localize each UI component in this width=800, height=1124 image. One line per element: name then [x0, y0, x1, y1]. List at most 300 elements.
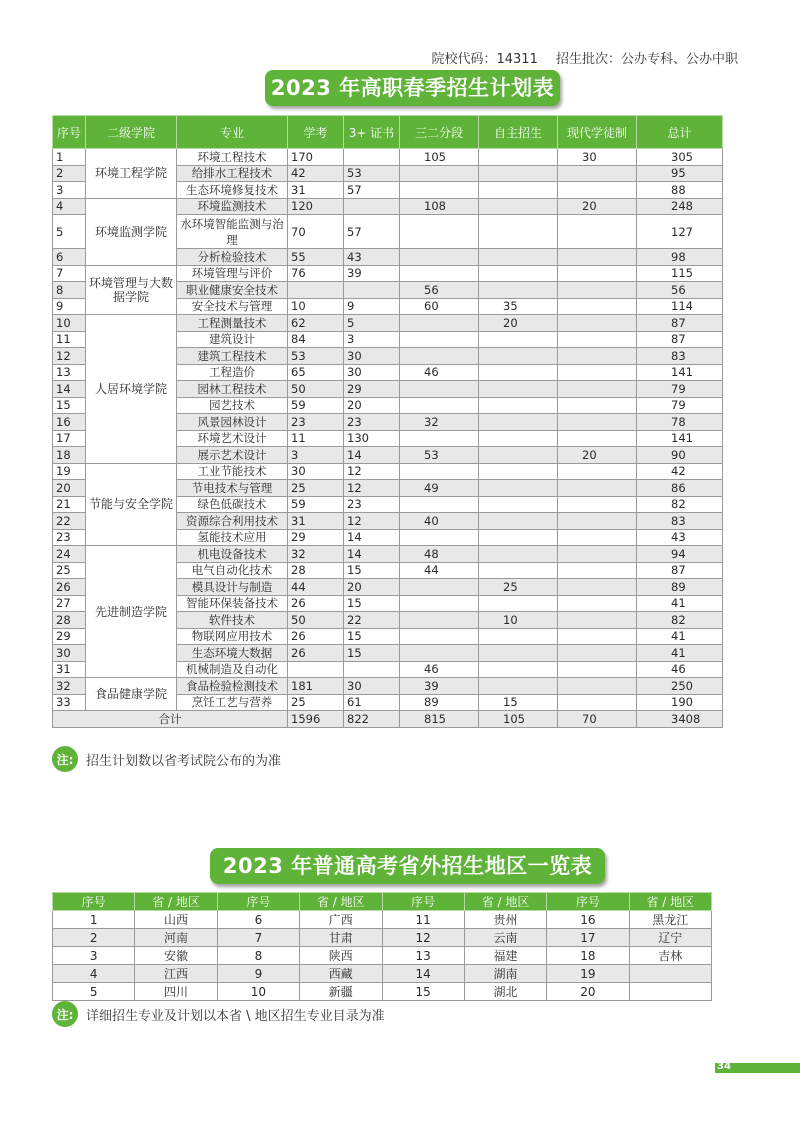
region-number: 13 [382, 947, 464, 965]
region-name: 四川 [135, 983, 217, 1001]
value-total: 41 [637, 628, 723, 645]
row-number: 3 [53, 182, 86, 199]
value-xuekao: 25 [288, 694, 344, 711]
region-name: 辽宁 [629, 929, 711, 947]
value-xuekao: 26 [288, 628, 344, 645]
region-number: 19 [547, 965, 629, 983]
value-apprenticeship [558, 645, 637, 662]
sum-independent: 105 [479, 711, 558, 728]
value-total: 95 [637, 165, 723, 182]
row-number: 14 [53, 381, 86, 398]
value-independent [479, 678, 558, 695]
region-number: 16 [547, 911, 629, 929]
value-total: 79 [637, 397, 723, 414]
table-row [53, 198, 723, 215]
value-total: 82 [637, 612, 723, 629]
region-number: 15 [382, 983, 464, 1001]
row-number: 23 [53, 529, 86, 546]
value-apprenticeship [558, 546, 637, 563]
value-independent: 25 [479, 579, 558, 596]
value-certificate: 14 [344, 529, 400, 546]
region-number: 17 [547, 929, 629, 947]
row-number: 26 [53, 579, 86, 596]
value-apprenticeship [558, 165, 637, 182]
value-xuekao [288, 661, 344, 678]
col-header: 序号 [53, 893, 135, 911]
note-text: 招生计划数以省考试院公布的为准 [86, 753, 282, 769]
row-number: 20 [53, 480, 86, 497]
value-independent: 20 [479, 315, 558, 332]
enrollment-batch: 招生批次：公办专科、公办中职 [555, 52, 738, 67]
value-three-two [400, 215, 479, 249]
row-number: 21 [53, 496, 86, 513]
row-number: 5 [53, 215, 86, 249]
value-three-two: 39 [400, 678, 479, 695]
col-header: 学考 [288, 116, 344, 149]
value-independent [479, 562, 558, 579]
value-xuekao: 62 [288, 315, 344, 332]
value-certificate: 14 [344, 546, 400, 563]
major-name: 软件技术 [177, 612, 288, 629]
row-number: 1 [53, 149, 86, 166]
value-total: 98 [637, 249, 723, 266]
value-certificate: 15 [344, 595, 400, 612]
major-name: 机电设备技术 [177, 546, 288, 563]
value-independent: 15 [479, 694, 558, 711]
major-name: 生态环境大数据 [177, 645, 288, 662]
value-total: 46 [637, 661, 723, 678]
table-row [53, 947, 712, 965]
value-total: 87 [637, 315, 723, 332]
value-total: 41 [637, 595, 723, 612]
major-name: 烹饪工艺与营养 [177, 694, 288, 711]
value-apprenticeship [558, 215, 637, 249]
value-xuekao: 10 [288, 298, 344, 315]
major-name: 环境监测技术 [177, 198, 288, 215]
value-xuekao: 31 [288, 513, 344, 530]
sum-label: 合计 [53, 711, 288, 728]
value-certificate: 53 [344, 165, 400, 182]
value-independent [479, 249, 558, 266]
row-number: 30 [53, 645, 86, 662]
region-number: 4 [53, 965, 135, 983]
value-apprenticeship [558, 513, 637, 530]
table-row [53, 265, 723, 282]
value-xuekao: 76 [288, 265, 344, 282]
sum-three-two: 815 [400, 711, 479, 728]
major-name: 给排水工程技术 [177, 165, 288, 182]
row-number: 18 [53, 447, 86, 464]
value-independent [479, 265, 558, 282]
value-three-two: 46 [400, 364, 479, 381]
sum-certificate: 822 [344, 711, 400, 728]
row-number: 31 [53, 661, 86, 678]
value-total: 127 [637, 215, 723, 249]
value-three-two [400, 628, 479, 645]
value-three-two [400, 265, 479, 282]
col-header: 序号 [382, 893, 464, 911]
col-header: 序号 [53, 116, 86, 149]
value-apprenticeship [558, 397, 637, 414]
college-name: 环境工程学院 [86, 149, 177, 199]
value-independent [479, 595, 558, 612]
value-apprenticeship [558, 579, 637, 596]
value-total: 248 [637, 198, 723, 215]
value-independent [479, 149, 558, 166]
value-independent [479, 182, 558, 199]
row-number: 25 [53, 562, 86, 579]
table-row [53, 315, 723, 332]
value-three-two: 60 [400, 298, 479, 315]
value-total: 250 [637, 678, 723, 695]
value-apprenticeship [558, 678, 637, 695]
value-certificate: 30 [344, 678, 400, 695]
table-row [53, 911, 712, 929]
row-number: 11 [53, 331, 86, 348]
value-total: 82 [637, 496, 723, 513]
value-total: 94 [637, 546, 723, 563]
value-three-two: 48 [400, 546, 479, 563]
table-row [53, 149, 723, 166]
value-xuekao: 25 [288, 480, 344, 497]
value-apprenticeship [558, 496, 637, 513]
region-number: 7 [217, 929, 299, 947]
value-xuekao: 31 [288, 182, 344, 199]
value-certificate: 15 [344, 628, 400, 645]
value-three-two: 44 [400, 562, 479, 579]
region-name: 河南 [135, 929, 217, 947]
table-row [53, 678, 723, 695]
value-xuekao: 70 [288, 215, 344, 249]
value-apprenticeship [558, 282, 637, 299]
major-name: 模具设计与制造 [177, 579, 288, 596]
school-code: 院校代码：14311 [431, 52, 538, 67]
major-name: 职业健康安全技术 [177, 282, 288, 299]
col-header: 省 / 地区 [629, 893, 711, 911]
row-number: 12 [53, 348, 86, 365]
value-apprenticeship [558, 182, 637, 199]
value-xuekao: 59 [288, 397, 344, 414]
value-xuekao: 23 [288, 414, 344, 431]
value-total: 190 [637, 694, 723, 711]
value-xuekao: 65 [288, 364, 344, 381]
major-name: 建筑工程技术 [177, 348, 288, 365]
value-total: 79 [637, 381, 723, 398]
sum-xuekao: 1596 [288, 711, 344, 728]
region-name: 黑龙江 [629, 911, 711, 929]
major-name: 园林工程技术 [177, 381, 288, 398]
major-name: 机械制造及自动化 [177, 661, 288, 678]
region-name [629, 983, 711, 1001]
value-apprenticeship [558, 331, 637, 348]
value-three-two [400, 348, 479, 365]
regions-table [52, 892, 712, 1001]
region-name: 云南 [464, 929, 546, 947]
col-header: 省 / 地区 [300, 893, 382, 911]
value-certificate: 15 [344, 645, 400, 662]
value-xuekao: 3 [288, 447, 344, 464]
major-name: 展示艺术设计 [177, 447, 288, 464]
value-certificate: 57 [344, 215, 400, 249]
value-total: 41 [637, 645, 723, 662]
region-name: 江西 [135, 965, 217, 983]
value-xuekao: 42 [288, 165, 344, 182]
value-xuekao: 11 [288, 430, 344, 447]
row-number: 22 [53, 513, 86, 530]
value-apprenticeship [558, 430, 637, 447]
value-independent [479, 480, 558, 497]
region-name: 甘肃 [300, 929, 382, 947]
major-name: 工程测量技术 [177, 315, 288, 332]
value-certificate: 14 [344, 447, 400, 464]
region-number: 1 [53, 911, 135, 929]
value-three-two [400, 529, 479, 546]
major-name: 资源综合利用技术 [177, 513, 288, 530]
value-three-two [400, 182, 479, 199]
value-three-two [400, 579, 479, 596]
region-number: 11 [382, 911, 464, 929]
region-number: 5 [53, 983, 135, 1001]
value-apprenticeship [558, 595, 637, 612]
row-number: 9 [53, 298, 86, 315]
value-independent [479, 348, 558, 365]
region-name: 吉林 [629, 947, 711, 965]
region-number: 8 [217, 947, 299, 965]
region-number: 3 [53, 947, 135, 965]
value-three-two: 56 [400, 282, 479, 299]
value-apprenticeship [558, 612, 637, 629]
row-number: 2 [53, 165, 86, 182]
row-number: 4 [53, 198, 86, 215]
value-three-two: 49 [400, 480, 479, 497]
col-header: 现代学徒制 [558, 116, 637, 149]
value-certificate: 29 [344, 381, 400, 398]
table-row [53, 463, 723, 480]
region-number: 14 [382, 965, 464, 983]
value-apprenticeship [558, 249, 637, 266]
value-xuekao [288, 282, 344, 299]
regions-note [52, 1001, 385, 1027]
major-name: 氢能技术应用 [177, 529, 288, 546]
sum-row [53, 711, 723, 728]
value-apprenticeship [558, 315, 637, 332]
value-three-two [400, 496, 479, 513]
table-row [53, 546, 723, 563]
sum-apprenticeship: 70 [558, 711, 637, 728]
value-xuekao: 29 [288, 529, 344, 546]
region-name: 湖南 [464, 965, 546, 983]
col-header: 序号 [547, 893, 629, 911]
table-row [53, 983, 712, 1001]
value-certificate: 61 [344, 694, 400, 711]
major-name: 智能环保装备技术 [177, 595, 288, 612]
college-name: 人居环境学院 [86, 315, 177, 464]
region-number: 6 [217, 911, 299, 929]
col-header: 自主招生 [479, 116, 558, 149]
value-certificate: 22 [344, 612, 400, 629]
value-independent [479, 331, 558, 348]
sum-total: 3408 [637, 711, 723, 728]
region-number: 2 [53, 929, 135, 947]
value-xuekao: 44 [288, 579, 344, 596]
value-apprenticeship [558, 298, 637, 315]
value-apprenticeship [558, 381, 637, 398]
value-xuekao: 59 [288, 496, 344, 513]
value-certificate: 23 [344, 496, 400, 513]
col-header: 总计 [637, 116, 723, 149]
value-certificate [344, 149, 400, 166]
value-apprenticeship [558, 463, 637, 480]
value-apprenticeship [558, 694, 637, 711]
row-number: 17 [53, 430, 86, 447]
value-apprenticeship [558, 364, 637, 381]
value-xuekao: 120 [288, 198, 344, 215]
region-name: 山西 [135, 911, 217, 929]
major-name: 建筑设计 [177, 331, 288, 348]
value-certificate: 23 [344, 414, 400, 431]
value-xuekao: 170 [288, 149, 344, 166]
value-total: 83 [637, 513, 723, 530]
major-name: 工程造价 [177, 364, 288, 381]
value-certificate: 9 [344, 298, 400, 315]
value-apprenticeship [558, 348, 637, 365]
value-three-two [400, 645, 479, 662]
value-certificate: 12 [344, 480, 400, 497]
value-xuekao: 26 [288, 595, 344, 612]
value-independent [479, 397, 558, 414]
value-xuekao: 53 [288, 348, 344, 365]
major-name: 电气自动化技术 [177, 562, 288, 579]
row-number: 8 [53, 282, 86, 299]
value-certificate: 5 [344, 315, 400, 332]
value-three-two [400, 397, 479, 414]
value-three-two [400, 430, 479, 447]
value-independent [479, 661, 558, 678]
value-certificate: 43 [344, 249, 400, 266]
major-name: 绿色低碳技术 [177, 496, 288, 513]
value-three-two [400, 612, 479, 629]
value-apprenticeship [558, 480, 637, 497]
region-name [629, 965, 711, 983]
value-apprenticeship [558, 628, 637, 645]
value-total: 56 [637, 282, 723, 299]
value-apprenticeship: 30 [558, 149, 637, 166]
value-three-two [400, 595, 479, 612]
value-three-two: 108 [400, 198, 479, 215]
value-total: 114 [637, 298, 723, 315]
row-number: 13 [53, 364, 86, 381]
col-header: 三二分段 [400, 116, 479, 149]
row-number: 33 [53, 694, 86, 711]
value-three-two [400, 249, 479, 266]
region-name: 贵州 [464, 911, 546, 929]
value-independent [479, 529, 558, 546]
value-apprenticeship [558, 562, 637, 579]
enrollment-plan-table [52, 115, 723, 728]
note-text: 详细招生专业及计划以本省 \ 地区招生专业目录为准 [86, 1008, 385, 1024]
college-name: 环境监测学院 [86, 198, 177, 265]
region-number: 10 [217, 983, 299, 1001]
value-total: 90 [637, 447, 723, 464]
value-xuekao: 55 [288, 249, 344, 266]
row-number: 27 [53, 595, 86, 612]
major-name: 工业节能技术 [177, 463, 288, 480]
value-certificate: 30 [344, 364, 400, 381]
value-xuekao: 181 [288, 678, 344, 695]
value-independent [479, 364, 558, 381]
value-total: 86 [637, 480, 723, 497]
value-xuekao: 50 [288, 612, 344, 629]
value-certificate: 15 [344, 562, 400, 579]
note-badge: 注: [52, 746, 78, 772]
value-certificate: 130 [344, 430, 400, 447]
value-independent [479, 198, 558, 215]
value-three-two: 40 [400, 513, 479, 530]
page-number: 34 [717, 1061, 731, 1072]
major-name: 水环境智能监测与治理 [177, 215, 288, 249]
row-number: 32 [53, 678, 86, 695]
row-number: 10 [53, 315, 86, 332]
major-name: 生态环境修复技术 [177, 182, 288, 199]
value-certificate: 3 [344, 331, 400, 348]
value-independent [479, 496, 558, 513]
note-badge: 注: [52, 1001, 78, 1027]
value-apprenticeship [558, 661, 637, 678]
value-certificate: 39 [344, 265, 400, 282]
col-header: 3+ 证书 [344, 116, 400, 149]
row-number: 7 [53, 265, 86, 282]
region-name: 广西 [300, 911, 382, 929]
value-independent [479, 513, 558, 530]
major-name: 节电技术与管理 [177, 480, 288, 497]
value-xuekao: 30 [288, 463, 344, 480]
row-number: 6 [53, 249, 86, 266]
region-number: 20 [547, 983, 629, 1001]
value-total: 42 [637, 463, 723, 480]
value-independent: 10 [479, 612, 558, 629]
col-header: 序号 [217, 893, 299, 911]
row-number: 28 [53, 612, 86, 629]
value-total: 141 [637, 364, 723, 381]
row-number: 19 [53, 463, 86, 480]
value-apprenticeship [558, 265, 637, 282]
value-independent [479, 414, 558, 431]
page-number-bar [715, 1063, 800, 1073]
value-total: 305 [637, 149, 723, 166]
value-total: 89 [637, 579, 723, 596]
plan-note [52, 746, 281, 772]
college-name: 环境管理与大数据学院 [86, 265, 177, 315]
region-number: 12 [382, 929, 464, 947]
value-certificate: 12 [344, 513, 400, 530]
value-xuekao: 50 [288, 381, 344, 398]
value-certificate: 57 [344, 182, 400, 199]
value-independent [479, 282, 558, 299]
region-name: 安徽 [135, 947, 217, 965]
region-name: 西藏 [300, 965, 382, 983]
major-name: 环境管理与评价 [177, 265, 288, 282]
value-three-two [400, 331, 479, 348]
region-name: 福建 [464, 947, 546, 965]
major-name: 园艺技术 [177, 397, 288, 414]
value-certificate: 30 [344, 348, 400, 365]
row-number: 16 [53, 414, 86, 431]
value-total: 78 [637, 414, 723, 431]
value-independent [479, 463, 558, 480]
value-independent [479, 645, 558, 662]
value-independent [479, 381, 558, 398]
value-independent [479, 165, 558, 182]
